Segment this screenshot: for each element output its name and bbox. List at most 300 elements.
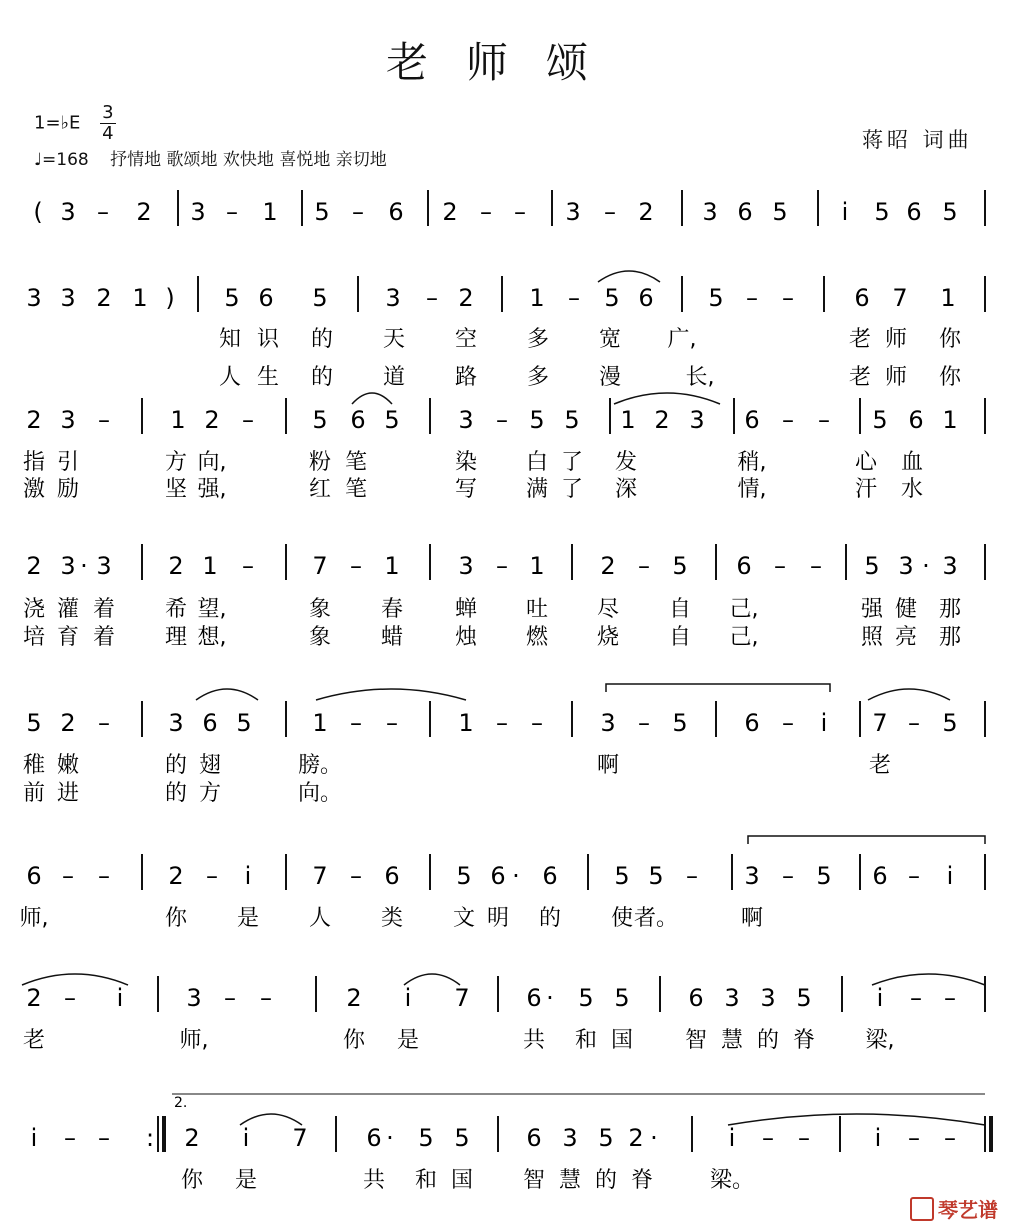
lyric-char: 翅 [198, 753, 222, 778]
lyric-char: 多 [526, 327, 550, 352]
lyric-char: 文 [452, 906, 476, 931]
note: – [64, 984, 76, 1012]
lyric-char: 师, [179, 1028, 209, 1053]
note: 5 [529, 406, 545, 434]
slur [404, 974, 460, 985]
lyric-char: 生 [256, 365, 280, 390]
note: – [818, 406, 830, 434]
lyric-char: 智 [684, 1028, 708, 1053]
note: · [80, 552, 88, 580]
note: – [62, 862, 74, 890]
note: 3 [190, 198, 206, 226]
note: 3 [60, 406, 76, 434]
slur [316, 689, 466, 700]
note: – [64, 1124, 76, 1152]
note: 2 [458, 284, 474, 312]
lyric-char: 望, [197, 597, 227, 622]
note: 1 [942, 406, 958, 434]
lyric-char: 脊 [792, 1028, 816, 1053]
lyric-char: 尽 [596, 597, 620, 622]
lyric-char: 慧 [720, 1028, 744, 1053]
note: – [762, 1124, 774, 1152]
lyric-char: 烛 [454, 625, 478, 650]
note: 5 [672, 709, 688, 737]
note: 3 [385, 284, 401, 312]
lyric-char: 和 [414, 1168, 438, 1193]
note: – [350, 552, 362, 580]
lyric-char: 蜡 [380, 625, 404, 650]
note: 5 [418, 1124, 434, 1152]
note: 3 [168, 709, 184, 737]
note: 1 [940, 284, 956, 312]
note: 1 [262, 198, 278, 226]
note: 5 [796, 984, 812, 1012]
lyric-char: 想, [197, 625, 227, 650]
lyric-char: 你 [180, 1168, 204, 1193]
note: · [386, 1124, 394, 1152]
note: 1 [312, 709, 328, 737]
lyric-char: 你 [164, 906, 188, 931]
note: 5 [874, 198, 890, 226]
note: – [908, 709, 920, 737]
note: 3 [565, 198, 581, 226]
lyric-char: 是 [236, 906, 260, 931]
lyric-char: 象 [308, 625, 332, 650]
note: 2 [638, 198, 654, 226]
lyric-char: 白 [525, 450, 549, 475]
note: i [874, 1124, 882, 1152]
note: 2 [204, 406, 220, 434]
lyric-char: 深 [614, 477, 638, 502]
lyric-char: 老 [848, 327, 872, 352]
lyric-char: 道 [382, 365, 406, 390]
lyric-char: 的 [310, 365, 334, 390]
note: – [568, 284, 580, 312]
slur [352, 393, 392, 404]
slur [872, 974, 985, 985]
note: i [876, 984, 884, 1012]
note: 7 [454, 984, 470, 1012]
note: – [782, 284, 794, 312]
lyric-char: 路 [454, 365, 478, 390]
lyric-char: 己, [729, 597, 759, 622]
note: – [98, 862, 110, 890]
note: 5 [648, 862, 664, 890]
lyric-char: 啊 [740, 906, 764, 931]
note: 1 [458, 709, 474, 737]
note: – [531, 709, 543, 737]
note: 5 [236, 709, 252, 737]
lyric-char: 己, [729, 625, 759, 650]
note: i [728, 1124, 736, 1152]
note: 5 [604, 284, 620, 312]
lyric-char: 的 [594, 1168, 618, 1193]
lyric-char: 国 [450, 1168, 474, 1193]
note: 5 [314, 198, 330, 226]
note: 5 [942, 198, 958, 226]
lyric-char: 前 [22, 781, 46, 806]
lyric-char: 发 [614, 450, 638, 475]
note: 3 [689, 406, 705, 434]
note: – [224, 984, 236, 1012]
lyric-char: 明 [486, 906, 510, 931]
lyric-char: 的 [164, 781, 188, 806]
note: 5 [384, 406, 400, 434]
note: 1 [620, 406, 636, 434]
lyric-char: 啊 [596, 753, 620, 778]
note: 3 [898, 552, 914, 580]
lyric-char: 笔 [344, 450, 368, 475]
lyric-char: 指 [22, 450, 46, 475]
lyric-char: 希 [164, 597, 188, 622]
note: 3 [186, 984, 202, 1012]
note: 2 [442, 198, 458, 226]
lyric-char: 了 [560, 477, 584, 502]
note: – [242, 552, 254, 580]
note: 3 [760, 984, 776, 1012]
lyric-char: 方 [164, 450, 188, 475]
lyric-char: 那 [938, 625, 962, 650]
lyric-char: 是 [234, 1168, 258, 1193]
lyric-char: 培 [22, 625, 46, 650]
note: – [910, 984, 922, 1012]
lyric-char: 的 [756, 1028, 780, 1053]
lyric-char: 脊 [630, 1168, 654, 1193]
note: 5 [564, 406, 580, 434]
lyric-char: 使 [610, 906, 634, 931]
note: 5 [708, 284, 724, 312]
phrase-bracket [606, 684, 830, 692]
note: 1 [132, 284, 148, 312]
lyric-char: 染 [454, 450, 478, 475]
note: – [98, 406, 110, 434]
lyric-char: 激 [22, 477, 46, 502]
lyric-char: 嫩 [56, 753, 80, 778]
lyric-char: 共 [362, 1168, 386, 1193]
lyric-char: 烧 [596, 625, 620, 650]
note: i [946, 862, 954, 890]
note: · [546, 984, 554, 1012]
note: 5 [772, 198, 788, 226]
note: 6 [744, 406, 760, 434]
note: – [944, 984, 956, 1012]
lyric-char: 吐 [525, 597, 549, 622]
note: 7 [312, 862, 328, 890]
note: – [242, 406, 254, 434]
lyric-char: 笔 [344, 477, 368, 502]
note: 6 [542, 862, 558, 890]
note: – [746, 284, 758, 312]
note: ) [165, 284, 175, 312]
lyric-char: 亮 [894, 625, 918, 650]
note: 5 [456, 862, 472, 890]
lyric-char: 坚 [164, 477, 188, 502]
note: 6 [906, 198, 922, 226]
lyric-char: 师, [19, 906, 49, 931]
note: – [97, 198, 109, 226]
note: 5 [578, 984, 594, 1012]
song-title: 老师颂 [385, 38, 626, 87]
note: – [426, 284, 438, 312]
note: 6 [202, 709, 218, 737]
note: – [206, 862, 218, 890]
lyric-char: 灌 [56, 597, 80, 622]
note: i [820, 709, 828, 737]
note: 3 [600, 709, 616, 737]
note: 6 [736, 552, 752, 580]
lyric-char: 你 [938, 365, 962, 390]
note: – [352, 198, 364, 226]
expression-text: 抒情地 歌颂地 欢快地 喜悦地 亲切地 [110, 150, 387, 170]
lyric-char: 进 [56, 781, 80, 806]
note: – [514, 198, 526, 226]
note: – [350, 862, 362, 890]
note: 2 [26, 552, 42, 580]
lyric-char: 向, [197, 450, 227, 475]
note: 6 [688, 984, 704, 1012]
lyric-char: 育 [56, 625, 80, 650]
note: 6 [872, 862, 888, 890]
lyric-char: 心 [854, 450, 878, 475]
lyric-char: 健 [894, 597, 918, 622]
lyric-char: 照 [860, 625, 884, 650]
lyric-char: 人 [308, 906, 332, 931]
note: 5 [312, 406, 328, 434]
lyric-char: 稍, [737, 450, 767, 475]
lyric-char: 自 [668, 597, 692, 622]
note: 5 [614, 862, 630, 890]
note: 3 [96, 552, 112, 580]
note: – [386, 709, 398, 737]
note: 1 [529, 284, 545, 312]
note: 6 [384, 862, 400, 890]
note: 6 [350, 406, 366, 434]
note: 6 [26, 862, 42, 890]
note: – [944, 1124, 956, 1152]
note: 2 [600, 552, 616, 580]
lyric-char: 类 [380, 906, 404, 931]
lyric-char: 老 [848, 365, 872, 390]
note: 6 [526, 984, 542, 1012]
note: – [98, 709, 110, 737]
lyric-char: 着 [92, 597, 116, 622]
note: – [782, 709, 794, 737]
lyric-char: 情, [737, 477, 767, 502]
note: 2 [26, 984, 42, 1012]
lyric-char: 满 [525, 477, 549, 502]
lyric-char: 引 [56, 450, 80, 475]
lyric-char: 识 [256, 327, 280, 352]
lyric-char: 红 [308, 477, 332, 502]
note: – [98, 1124, 110, 1152]
lyric-char: 知 [218, 327, 242, 352]
lyric-char: 写 [454, 477, 478, 502]
note: : [145, 1124, 155, 1152]
note: 1 [529, 552, 545, 580]
lyric-char: 燃 [525, 625, 549, 650]
note: 7 [892, 284, 908, 312]
lyric-char: 理 [164, 625, 188, 650]
note: – [798, 1124, 810, 1152]
lyric-char: 水 [900, 477, 924, 502]
note: 2 [168, 552, 184, 580]
note: – [782, 406, 794, 434]
note: 3 [942, 552, 958, 580]
note: 5 [26, 709, 42, 737]
lyric-char: 宽 [598, 327, 622, 352]
note: 2 [26, 406, 42, 434]
note: – [810, 552, 822, 580]
note: 6 [737, 198, 753, 226]
note: i [404, 984, 412, 1012]
watermark-text: 琴艺谱 [938, 1198, 998, 1222]
note: 6 [908, 406, 924, 434]
lyric-char: 了 [560, 450, 584, 475]
note: – [496, 552, 508, 580]
lyric-char: 广, [667, 327, 697, 352]
note: 6 [388, 198, 404, 226]
note: 7 [292, 1124, 308, 1152]
note: i [242, 1124, 250, 1152]
lyric-char: 师 [884, 365, 908, 390]
note: – [226, 198, 238, 226]
lyric-char: 者。 [633, 906, 679, 931]
lyric-char: 共 [522, 1028, 546, 1053]
lyric-char: 天 [382, 327, 406, 352]
note: – [496, 709, 508, 737]
note: 5 [872, 406, 888, 434]
note: 6 [490, 862, 506, 890]
lyric-char: 师 [884, 327, 908, 352]
note: · [650, 1124, 658, 1152]
note: – [604, 198, 616, 226]
lyric-char: 励 [56, 477, 80, 502]
volta-label: 2. [174, 1095, 188, 1111]
lyric-char: 老 [22, 1028, 46, 1053]
lyric-char: 着 [92, 625, 116, 650]
note: 3 [26, 284, 42, 312]
lyric-char: 向。 [297, 781, 343, 806]
lyric-char: 的 [310, 327, 334, 352]
note: 2 [628, 1124, 644, 1152]
note: – [774, 552, 786, 580]
note: 2 [654, 406, 670, 434]
lyric-char: 的 [538, 906, 562, 931]
watermark [910, 1194, 998, 1223]
note: – [496, 406, 508, 434]
note: 5 [312, 284, 328, 312]
note: 2 [346, 984, 362, 1012]
note: 6 [526, 1124, 542, 1152]
lyric-char: 强, [197, 477, 227, 502]
note: – [638, 709, 650, 737]
lyric-char: 膀。 [297, 753, 343, 778]
note: 3 [458, 406, 474, 434]
lyric-char: 汗 [854, 477, 878, 502]
lyric-char: 梁, [865, 1028, 895, 1053]
note: i [116, 984, 124, 1012]
note: – [638, 552, 650, 580]
lyric-char: 是 [396, 1028, 420, 1053]
lyric-char: 人 [218, 365, 242, 390]
note: 2 [96, 284, 112, 312]
slur [598, 271, 660, 282]
slur [868, 689, 950, 700]
lyric-char: 智 [522, 1168, 546, 1193]
note: · [512, 862, 520, 890]
note: 6 [744, 709, 760, 737]
note: 5 [224, 284, 240, 312]
note: 3 [60, 552, 76, 580]
lyric-char: 自 [668, 625, 692, 650]
lyric-char: 蝉 [454, 597, 478, 622]
lyric-char: 浇 [22, 597, 46, 622]
time-top: 3 [102, 102, 114, 123]
note: – [350, 709, 362, 737]
note: – [908, 862, 920, 890]
note: i [841, 198, 849, 226]
note: 2 [136, 198, 152, 226]
note: 5 [816, 862, 832, 890]
lyric-char: 和 [574, 1028, 598, 1053]
note: 5 [614, 984, 630, 1012]
lyric-char: 那 [938, 597, 962, 622]
time-bottom: 4 [102, 123, 114, 144]
phrase-bracket [748, 836, 985, 844]
lyric-char: 方 [198, 781, 222, 806]
slur [196, 689, 258, 700]
lyric-char: 长, [685, 365, 715, 390]
slur [614, 393, 720, 404]
lyric-char: 强 [860, 597, 884, 622]
lyric-char: 你 [938, 327, 962, 352]
lyric-char: 慧 [558, 1168, 582, 1193]
note: 6 [366, 1124, 382, 1152]
note: 3 [744, 862, 760, 890]
lyric-char: 粉 [308, 450, 332, 475]
watermark-logo-icon [910, 1197, 934, 1221]
author-credit: 蒋昭 词曲 [862, 128, 973, 152]
lyric-char: 老 [868, 753, 892, 778]
note: 5 [672, 552, 688, 580]
note: 5 [598, 1124, 614, 1152]
note: – [480, 198, 492, 226]
note: 3 [60, 198, 76, 226]
lyric-char: 多 [526, 365, 550, 390]
note: 6 [258, 284, 274, 312]
lyric-char: 春 [380, 597, 404, 622]
note: – [908, 1124, 920, 1152]
note: 5 [942, 709, 958, 737]
lyric-char: 国 [610, 1028, 634, 1053]
note: i [30, 1124, 38, 1152]
key-label: 1=♭E [34, 112, 81, 134]
note: · [922, 552, 930, 580]
lyric-char: 血 [900, 450, 924, 475]
lyric-char: 空 [454, 327, 478, 352]
lyric-char: 象 [308, 597, 332, 622]
lyric-char: 你 [342, 1028, 366, 1053]
note: 3 [60, 284, 76, 312]
note: – [686, 862, 698, 890]
note: 3 [562, 1124, 578, 1152]
note: 5 [864, 552, 880, 580]
note: 1 [384, 552, 400, 580]
note: 1 [170, 406, 186, 434]
note: 3 [702, 198, 718, 226]
note: 3 [724, 984, 740, 1012]
lyric-char: 的 [164, 753, 188, 778]
